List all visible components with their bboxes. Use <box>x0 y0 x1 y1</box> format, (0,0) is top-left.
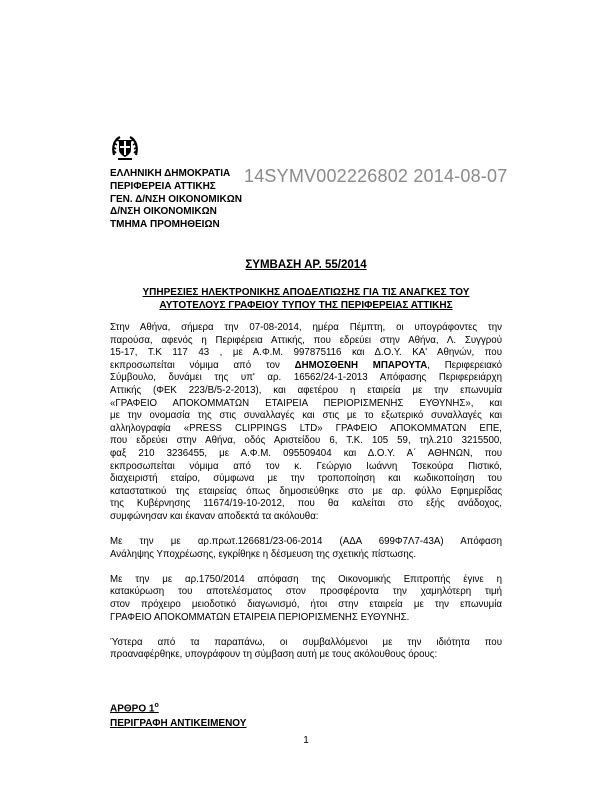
header-line: ΕΛΛΗΝΙΚΗ ΔΗΜΟΚΡΑΤΙΑ <box>110 168 231 179</box>
contract-body <box>110 322 502 662</box>
header-line: ΤΜΗΜΑ ΠΡΟΜΗΘΕΙΩΝ <box>110 219 220 231</box>
header-line: Δ/ΝΣΗ ΟΙΚΟΝΟΜΙΚΩΝ <box>110 206 217 218</box>
paragraph-budget-commitment: Με την με αρ.πρωτ.126681/23-06-2014 (ΑΔΑ 699Φ7Λ7-43Α) Απόφαση Ανάληψης Υποχρέωσης, εγκρίθηκε η δέσμευση της σχετικής πίστωσης. <box>110 536 502 560</box>
paragraph-parties: Στην Αθήνα, σήμερα την 07-08-2014, ημέρα Πέμπτη, οι υπογράφοντες την παρούσα, αφενός η Περιφέρεια Αττικής, που εδρεύει στην Αθήνα, Λ. Συγγρού 15-17, Τ.Κ 117 43 , με Α.Φ.Μ. 997875116 και Δ.Ο.Υ. ΚΑ' Αθηνών, που εκπροσωπείται νόμιμα από τον ΔΗΜΟΣΘΕΝΗ ΜΠΑΡΟΥΤΑ, Περιφερειακό Σύμβουλο, δυνάμει της υπ' αρ. 16562/24-1-2013 Απόφασης Περιφερειάρχη Αττικής (ΦΕΚ 223/Β/5-2-2013), και αφετέρου η εταιρεία με την επωνυμία «ΓΡΑΦΕΙΟ ΑΠΟΚΟΜΜΑΤΩΝ ΕΤΑΙΡΕΙΑ ΠΕΡΙΟΡΙΣΜΕΝΗΣ ΕΥΘΥΝΗΣ», και με την ονομασία της στις συναλλαγές και στις με το εξωτερικό συναλλαγές και αλληλογραφία «PRESS CLIPPINGS LTD» ΓΡΑΦΕΙΟ ΑΠΟΚΟΜΜΑΤΩΝ ΕΠΕ, που εδρεύει στην Αθήνα, οδός Αριστείδου 6, Τ.Κ. 105 59, τηλ.210 3215500, φαξ 210 3236455, με Α.Φ.Μ. 095509404 και Δ.Ο.Υ. Α΄ ΑΘΗΝΩΝ, που εκπροσωπείται νόμιμα από τον κ. Γεώργιο Ιωάννη Τσεκούρα Πιστικό, διαχειριστή εταίρο, σύμφωνα με την τροποποίηση και κωδικοποίηση του καταστατικού της εταιρείας όπως δημοσιεύθηκε στο με αρ. φύλλο Εφημερίδας της Κυβέρνησης 11674/19-10-2012, που θα καλείται στο εξής ανάδοχος, συμφώνησαν και έκαναν αποδεκτά τα ακόλουθα: <box>110 322 502 522</box>
issuer-header <box>110 168 242 232</box>
article-heading-block <box>110 699 246 731</box>
paragraph-award-decision: Με την με αρ.1750/2014 απόφαση της Οικονομικής Επιτροπής έγινε η κατακύρωση του αποτελέσματος στον προσφέροντα την χαμηλότερη τιμή στον πρόχειρο μειοδοτικό διαγωνισμό, ήτοι στην εταιρεία με την επωνυμία ΓΡΑΦΕΙΟ ΑΠΟΚΟΜΜΑΤΩΝ ΕΤΑΙΡΕΙΑ ΠΕΡΙΟΡΙΣΜΕΝΗΣ ΕΥΘΥΝΗΣ. <box>110 573 502 623</box>
article-number: ΑΡΘΡΟ $1^o$ <box>110 702 159 715</box>
header-line: ΠΕΡΙΦΕΡΕΙΑ ΑΤΤΙΚΗΣ <box>110 180 216 192</box>
article-title: ΠΕΡΙΓΡΑΦΗ ΑΝΤΙΚΕΙΜΕΝΟΥ <box>110 717 247 729</box>
hellenic-republic-emblem-icon <box>110 133 140 163</box>
contract-subtitle <box>110 287 502 312</box>
page-number: 1 <box>303 735 309 746</box>
paragraph-agreement: Ύστερα από τα παραπάνω, οι συμβαλλόμενοι με την ιδιότητα που προαναφέρθηκε, υπογράφουν τη σύμβαση αυτή με τους ακόλουθους όρους: <box>110 636 502 661</box>
document-watermark-code: 14SYMV002226802 2014-08-07 <box>244 166 508 186</box>
subtitle-line: ΑΥΤΟΤΕΛΟΥΣ ΓΡΑΦΕΙΟΥ ΤΥΠΟΥ ΤΗΣ ΠΕΡΙΦΕΡΕΙΑΣ ΑΤΤΙΚΗΣ <box>159 299 453 311</box>
contract-title: ΣΥΜΒΑΣΗ ΑΡ. 55/2014 <box>245 259 367 271</box>
header-line: ΓΕΝ. Δ/ΝΣΗ ΟΙΚΟΝΟΜΙΚΩΝ <box>110 193 242 205</box>
subtitle-line: ΥΠΗΡΕΣΙΕΣ ΗΛΕΚΤΡΟΝΙΚΗΣ ΑΠΟΔΕΛΤΙΩΣΗΣ ΓΙΑ ΤΙΣ ΑΝΑΓΚΕΣ ΤΟΥ <box>142 287 470 298</box>
representative-name: ΔΗΜΟΣΘΕΝΗ ΜΠΑΡΟΥΤΑ <box>294 359 428 371</box>
